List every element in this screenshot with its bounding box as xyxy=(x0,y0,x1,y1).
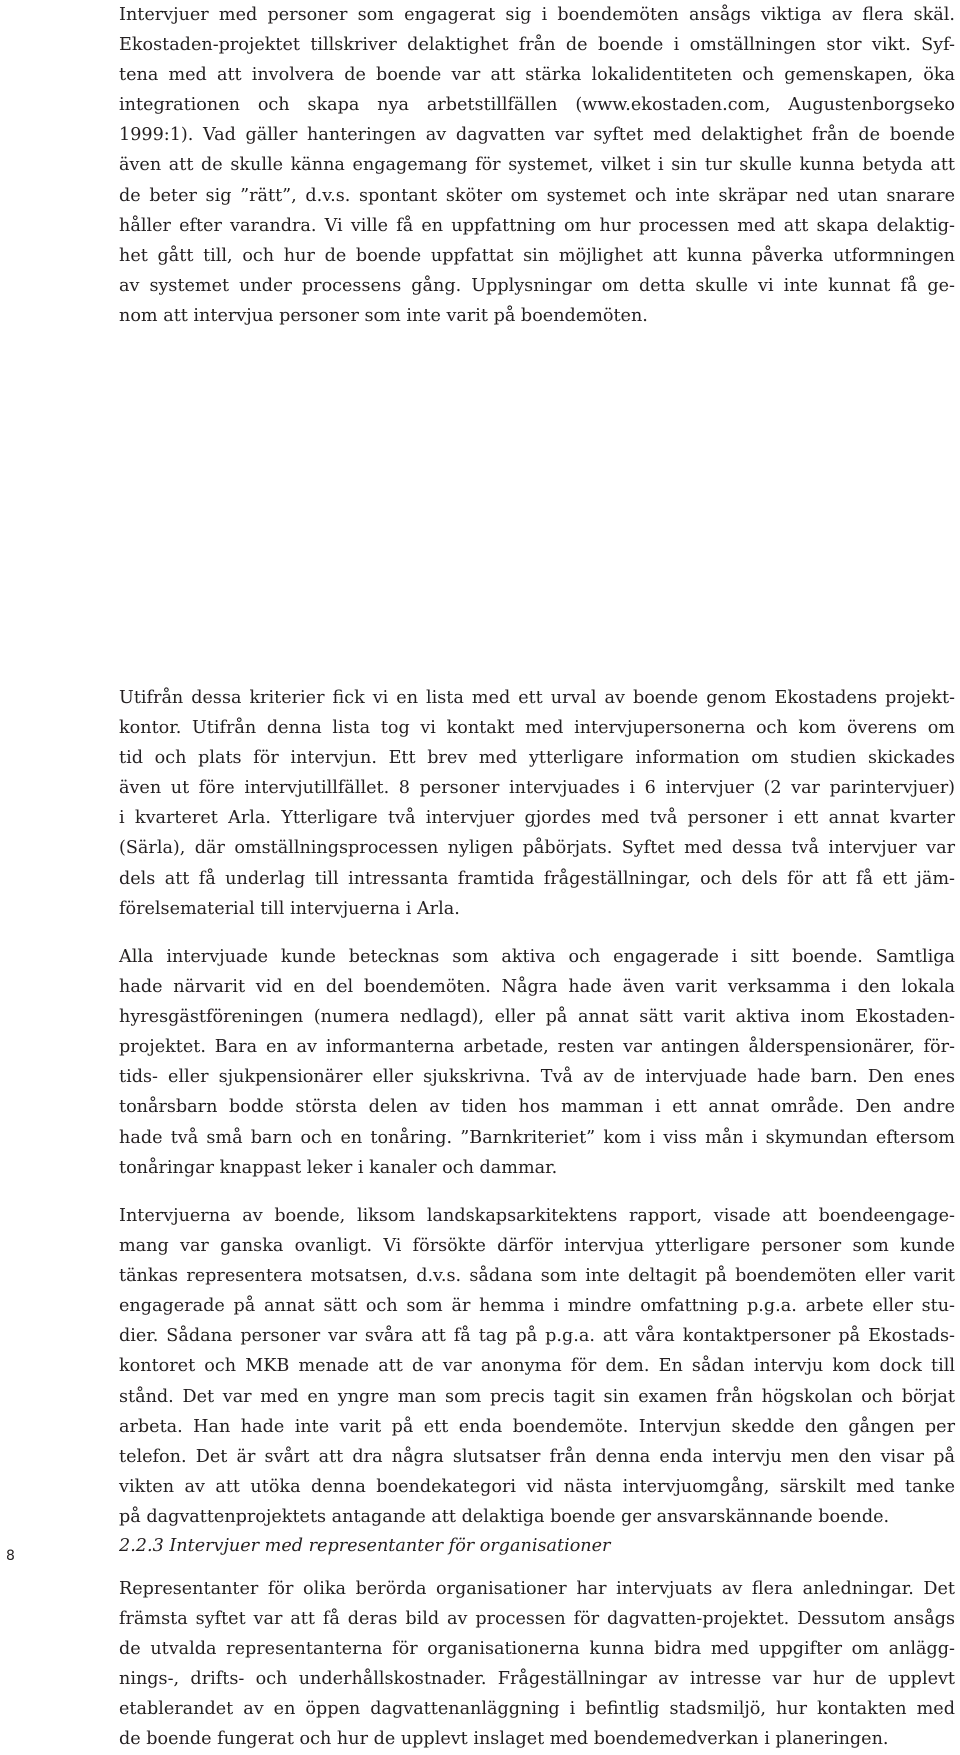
text-line: tonåringar knappast leker i kanaler och dammar. xyxy=(119,1157,558,1178)
text-line: tid och plats för intervjun. Ett brev med ytterligare information om studien skickades xyxy=(119,748,955,769)
text-line: Intervjuer med personer som engagerat sig i boendemöten ansågs viktiga av flera skäl. xyxy=(119,5,955,25)
text-line: hade två små barn och en tonåring. ”Barnkriteriet” kom i viss mån i skymundan eftersom xyxy=(119,1127,955,1148)
section-heading: 2.2.3 Intervjuer med representanter för organisationer xyxy=(119,1536,611,1556)
text-line: av systemet under processens gång. Upplysningar om detta skulle vi inte kunnat få ge- xyxy=(119,275,955,296)
text-line: telefon. Det är svårt att dra några slutsatser från denna enda intervju men den visar på xyxy=(119,1446,955,1467)
text-line: stånd. Det var med en yngre man som precis tagit sin examen från högskolan och börjat xyxy=(119,1386,955,1407)
text-line: vikten av att utöka denna boendekategori vid nästa intervjuomgång, särskilt med tanke xyxy=(119,1476,955,1497)
paragraph-4 xyxy=(119,1201,955,1532)
text-line: även att de skulle känna engagemang för systemet, vilket i sin tur skulle kunna betyda att xyxy=(119,155,955,176)
text-line: arbeta. Han hade inte varit på ett enda boendemöte. Intervjun skedde den gången per xyxy=(119,1416,955,1437)
text-line: 1999:1). Vad gäller hanteringen av dagvatten var syftet med delaktighet från de boende xyxy=(119,125,955,146)
text-line: även ut före intervjutillfället. 8 personer intervjuades i 6 intervjuer (2 var parintervjuer) xyxy=(119,778,955,799)
text-line: i kvarteret Arla. Ytterligare två intervjuer gjordes med två personer i ett annat kvarter xyxy=(119,808,955,829)
text-line: tena med att involvera de boende var att stärka lokalidentiteten och gemenskapen, öka xyxy=(119,65,955,86)
text-line: dels att få underlag till intressanta framtida frågeställningar, och dels för att få ett jäm- xyxy=(119,868,955,889)
paragraph-3 xyxy=(119,942,955,1183)
text-line: de beter sig ”rätt”, d.v.s. spontant sköter om systemet och inte skräpar ned utan snarare xyxy=(119,185,955,206)
text-line: hade närvarit vid en del boendemöten. Några hade även varit verksamma i den lokala xyxy=(119,977,955,998)
text-line: Ekostaden-projektet tillskriver delaktighet från de boende i omställningen stor vikt. Syf- xyxy=(119,35,955,56)
text-line: de utvalda representanterna för organisationerna kunna bidra med uppgifter om anlägg- xyxy=(119,1639,955,1660)
text-line: etablerandet av en öppen dagvattenanläggning i befintlig stadsmiljö, hur kontakten med xyxy=(119,1699,955,1720)
text-line: nings-, drifts- och underhållskostnader. Frågeställningar av intresse var hur de upplevt xyxy=(119,1669,955,1690)
paragraph-1 xyxy=(119,0,955,331)
text-line: Intervjuerna av boende, liksom landskapsarkitektens rapport, visade att boendeengage- xyxy=(119,1206,955,1226)
text-line: på dagvattenprojektets antagande att delaktiga boende ger ansvarskännande boende. xyxy=(119,1506,890,1527)
text-line: kontor. Utifrån denna lista tog vi kontakt med intervjupersonerna och kom överens om xyxy=(119,718,955,739)
text-line: Utifrån dessa kriterier fick vi en lista med ett urval av boende genom Ekostadens projekt- xyxy=(119,688,955,708)
text-line: Alla intervjuade kunde betecknas som aktiva och engagerade i sitt boende. Samtliga xyxy=(119,947,955,967)
text-line: de boende fungerat och hur de upplevt inslaget med boendemedverkan i planeringen. xyxy=(119,1729,889,1750)
paragraph-5 xyxy=(119,1574,955,1755)
page-number: 8 xyxy=(6,1548,15,1564)
text-line: (Särla), där omställningsprocessen nyligen påbörjats. Syftet med dessa två intervjuer var xyxy=(119,838,955,859)
text-line: engagerade på annat sätt och som är hemma i mindre omfattning p.g.a. arbete eller stu- xyxy=(119,1296,955,1317)
text-line: tänkas representera motsatsen, d.v.s. sådana som inte deltagit på boendemöten eller varit xyxy=(119,1266,955,1287)
text-line: nom att intervjua personer som inte varit på boendemöten. xyxy=(119,305,648,326)
text-line: förelsematerial till intervjuerna i Arla. xyxy=(119,898,460,919)
text-line: tids- eller sjukpensionärer eller sjukskrivna. Två av de intervjuade hade barn. Den enes xyxy=(119,1067,955,1088)
text-line: håller efter varandra. Vi ville få en uppfattning om hur processen med att skapa delaktig- xyxy=(119,215,955,236)
text-line: Representanter för olika berörda organisationer har intervjuats av flera anledningar. Det xyxy=(119,1579,955,1599)
text-line: kontoret och MKB menade att de var anonyma för dem. En sådan intervju kom dock till xyxy=(119,1356,955,1377)
text-line: het gått till, och hur de boende uppfattat sin möjlighet att kunna påverka utformningen xyxy=(119,245,955,266)
text-line: dier. Sådana personer var svåra att få tag på p.g.a. att våra kontaktpersoner på Ekostads- xyxy=(119,1326,955,1347)
text-line: hyresgästföreningen (numera nedlagd), eller på annat sätt varit aktiva inom Ekostaden- xyxy=(119,1007,955,1028)
text-line: integrationen och skapa nya arbetstillfällen (www.ekostaden.com, Augustenborgseko xyxy=(119,95,955,116)
text-line: mang var ganska ovanligt. Vi försökte därför intervjua ytterligare personer som kunde xyxy=(119,1236,955,1257)
paragraph-2 xyxy=(119,683,955,924)
text-line: främsta syftet var att få deras bild av processen för dagvatten-projektet. Dessutom ansågs xyxy=(119,1609,955,1630)
text-line: projektet. Bara en av informanterna arbetade, resten var antingen ålderspensionärer, för- xyxy=(119,1037,955,1058)
text-line: tonårsbarn bodde största delen av tiden hos mamman i ett annat område. Den andre xyxy=(119,1097,955,1118)
